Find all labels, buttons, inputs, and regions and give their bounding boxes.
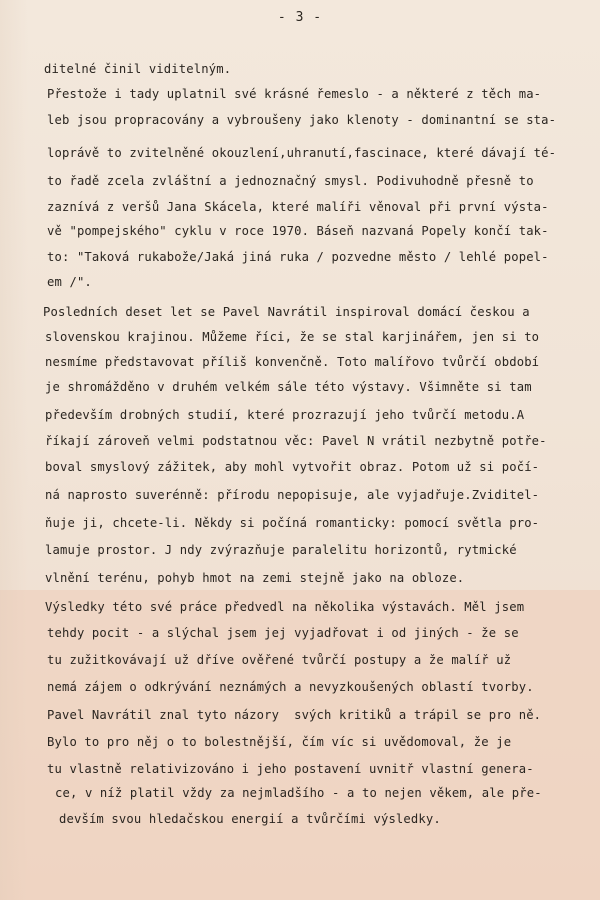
text-line: devším svou hledačskou energií a tvůrčími výsledky.	[59, 812, 441, 826]
text-line: loprávě to zvitelněné okouzlení,uhranutí,fascinace, které dávají té-	[47, 146, 557, 160]
text-line: tu zužitkovávají už dříve ověřené tvůrčí postupy a že malíř už	[47, 653, 512, 667]
text-line: tu vlastně relativizováno i jeho postavení uvnitř vlastní genera-	[47, 762, 534, 776]
paper-edge-shadow	[0, 0, 28, 900]
text-line: leb jsou propracovány a vybroušeny jako klenoty - dominantní se sta-	[47, 113, 557, 127]
text-line: em /".	[47, 275, 92, 289]
text-line: slovenskou krajinou. Můžeme říci, že se stal karjinářem, jen si to	[45, 330, 540, 344]
text-line: vě "pompejského" cyklu v roce 1970. Báseň nazvaná Popely končí tak-	[47, 224, 549, 238]
text-line: především drobných studií, které prozrazují jeho tvůrčí metodu.A	[45, 408, 525, 422]
text-line: Přestože i tady uplatnil své krásné řemeslo - a některé z těch ma-	[47, 87, 542, 101]
text-line: říkají zároveň velmi podstatnou věc: Pavel N vrátil nezbytně potře-	[45, 434, 547, 448]
text-line: to: "Taková rukabože/Jaká jiná ruka / pozvedne město / lehlé popel-	[47, 250, 549, 264]
text-line: ná naprosto suverénně: přírodu nepopisuje, ale vyjadřuje.Zviditel-	[45, 488, 540, 502]
text-line: ňuje ji, chcete-li. Někdy si počíná romanticky: pomocí světla pro-	[45, 516, 540, 530]
text-line: nemá zájem o odkrývání neznámých a nevyzkoušených oblastí tvorby.	[47, 680, 534, 694]
text-line: boval smyslový zážitek, aby mohl vytvořit obraz. Potom už si počí-	[45, 460, 540, 474]
text-line: Pavel Navrátil znal tyto názory svých kritiků a trápil se pro ně.	[47, 708, 542, 722]
text-line: Výsledky této své práce předvedl na několika výstavách. Měl jsem	[45, 600, 525, 614]
text-line: vlnění terénu, pohyb hmot na zemi stejně jako na obloze.	[45, 571, 465, 585]
text-line: zaznívá z veršů Jana Skácela, které malíři věnoval při první výsta-	[47, 200, 549, 214]
text-line: Bylo to pro něj o to bolestnější, čím víc si uvědomoval, že je	[47, 735, 512, 749]
text-line: lamuje prostor. J ndy zvýrazňuje paralelitu horizontů, rytmické	[45, 543, 517, 557]
text-line: ce, v níž platil vždy za nejmladšího - a to nejen věkem, ale pře-	[55, 786, 542, 800]
text-line: ditelné činil viditelným.	[44, 62, 232, 76]
text-line: to řadě zcela zvláštní a jednoznačný smysl. Podivuhodně přesně to	[47, 174, 534, 188]
text-line: nesmíme představovat příliš konvenčně. Toto malířovo tvůrčí období	[45, 355, 540, 369]
text-line: tehdy pocit - a slýchal jsem jej vyjadřovat i od jiných - že se	[47, 626, 519, 640]
page-number: - 3 -	[277, 10, 323, 25]
text-line: je shromážděno v druhém velkém sále této výstavy. Všimněte si tam	[45, 380, 532, 394]
text-line: Posledních deset let se Pavel Navrátil inspiroval domácí českou a	[43, 305, 530, 319]
